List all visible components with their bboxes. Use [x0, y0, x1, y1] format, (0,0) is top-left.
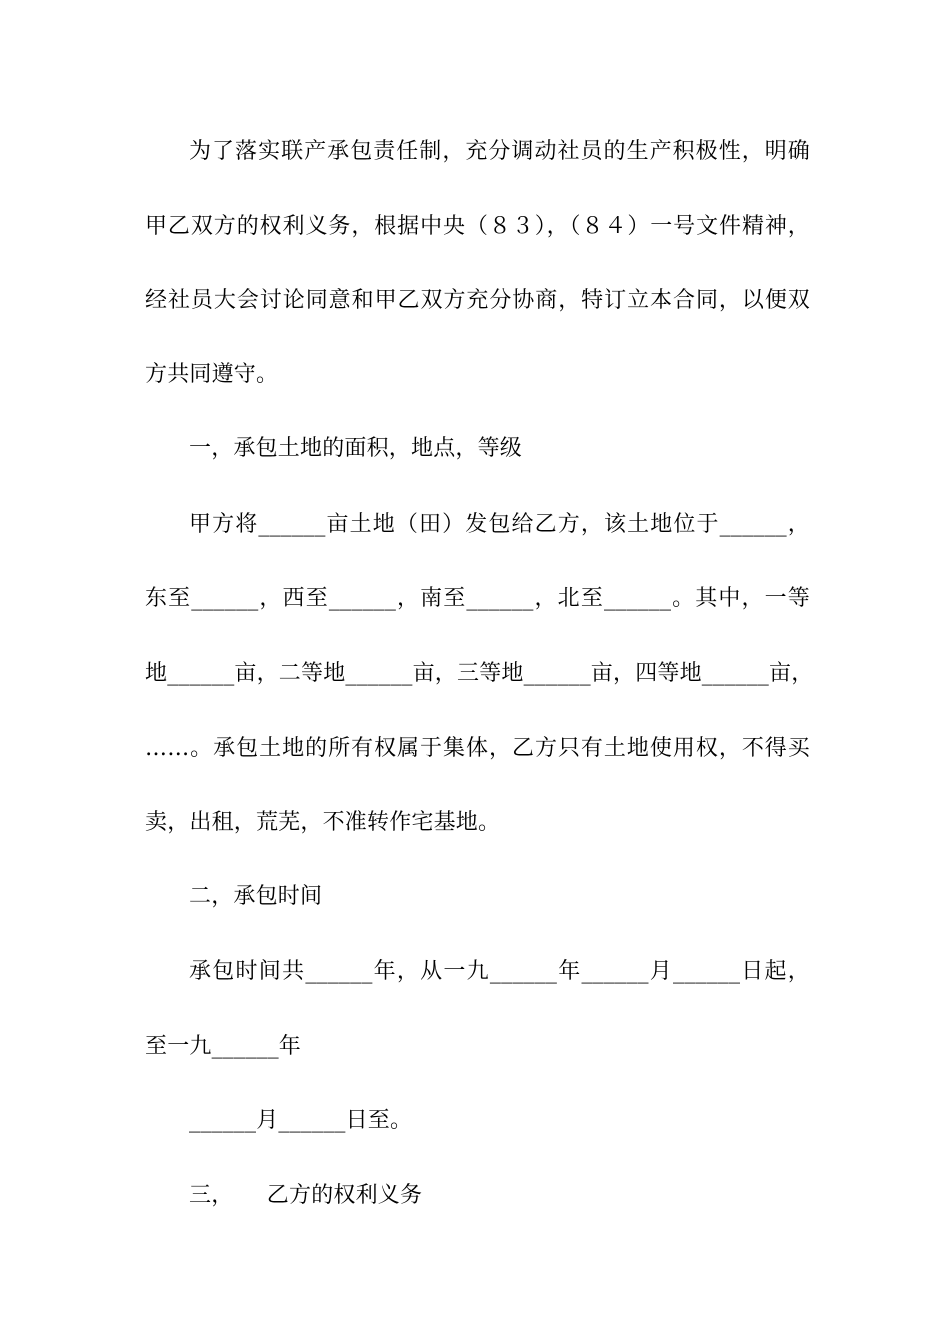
section-1-line-3: 地______亩，二等地______亩，三等地______亩，四等地______亩，	[145, 661, 814, 686]
section-heading-1: 一，承包土地的面积，地点，等级	[189, 436, 523, 461]
section-1-line-5: 卖，出租，荒芜，不准转作宅基地。	[145, 810, 501, 835]
paragraph-intro-line-1: 为了落实联产承包责任制，充分调动社员的生产积极性，明确	[189, 139, 810, 164]
section-2-line-1: 承包时间共______年，从一九______年______月______日起，	[189, 959, 810, 984]
paragraph-intro-line-3: 经社员大会讨论同意和甲乙双方充分协商，特订立本合同，以便双	[145, 288, 810, 313]
section-1-line-1: 甲方将______亩土地（田）发包给乙方，该土地位于______，	[189, 512, 810, 537]
section-1-line-4: ……。承包土地的所有权属于集体，乙方只有土地使用权，不得买	[145, 736, 810, 761]
section-2-line-3: ______月______日至。	[189, 1108, 413, 1133]
paragraph-intro-line-4: 方共同遵守。	[145, 362, 279, 387]
paragraph-intro-line-2: 甲乙双方的权利义务，根据中央（８３），（８４）一号文件精神，	[145, 214, 810, 239]
section-1-line-2: 东至______，西至______，南至______，北至______。其中，一等	[145, 586, 810, 611]
section-2-line-2: 至一九______年	[145, 1034, 302, 1059]
section-heading-3: 三， 乙方的权利义务	[189, 1183, 423, 1208]
section-heading-2: 二，承包时间	[189, 884, 323, 909]
